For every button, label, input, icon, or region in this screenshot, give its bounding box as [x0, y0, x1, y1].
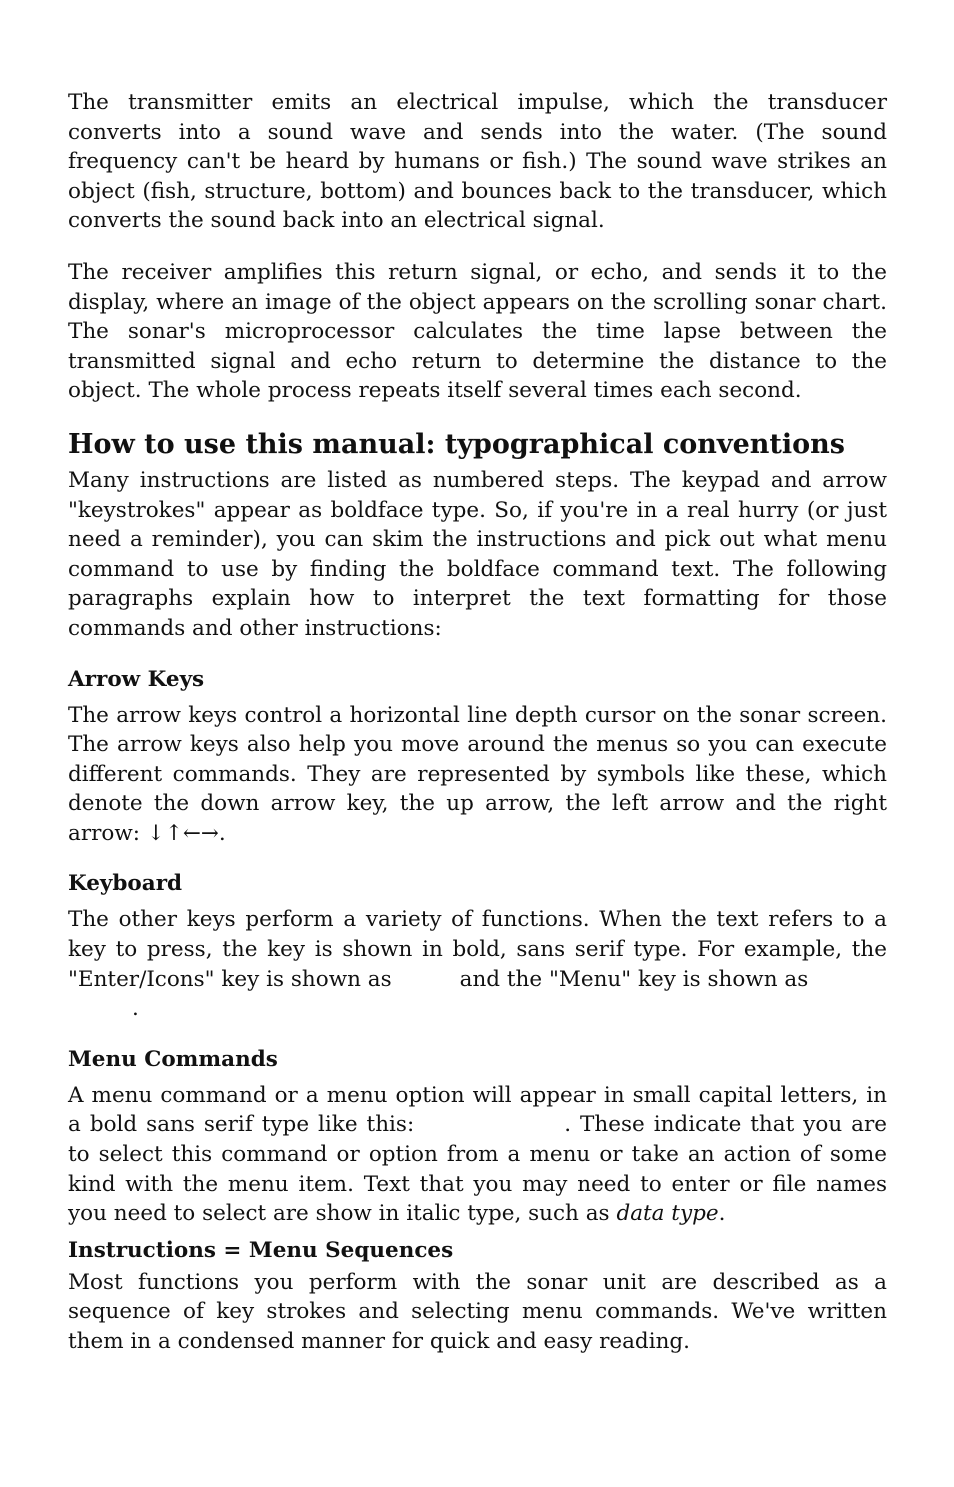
- keyboard-text: [68, 905, 887, 1023]
- arrow-keys-heading: Arrow Keys: [68, 666, 205, 692]
- arrow-keys-text: The arrow keys control a horizontal line depth cursor on the sonar screen. The arrow keys also help you move around the menus so you can execute different commands. They are represented by symbols like these, which denote the down arrow key, the up arrow, the left arrow and the right arrow: ↓↑←→.: [68, 702, 887, 846]
- paragraph-transmitter: The transmitter emits an electrical impulse, which the transducer converts into a sound wave and sends into the water. (The sound frequency can't be heard by humans or fish.) The sound wave strikes an object (fish, structure, bottom) and bounces back to the transducer, which converts the sound back into an electrical signal.: [68, 90, 887, 234]
- menu-sequences-heading: Instructions = Menu Sequences: [68, 1237, 454, 1263]
- paragraph-receiver: The receiver amplifies this return signal, or echo, and sends it to the display, where an image of the object appears on the scrolling sonar chart. The sonar's microprocessor calculates the time lapse between the transmitted signal and echo return to determine the distance to the object. The whole process repeats itself several times each second.: [68, 259, 887, 404]
- menu-commands-text: [68, 1081, 887, 1229]
- menu-commands-heading: Menu Commands: [68, 1046, 278, 1072]
- keyboard-text-b: and the "Menu" key is shown as: [459, 966, 809, 992]
- italic-example: data type: [616, 1201, 719, 1227]
- keyboard-heading: Keyboard: [68, 871, 183, 897]
- menu-commands-text-c: .: [718, 1201, 726, 1227]
- manual-page: [68, 88, 887, 1357]
- menu-sequences-text: Most functions you perform with the sonar unit are described as a sequence of key strokes and selecting menu commands. We've written them in a condensed manner for quick and easy reading.: [68, 1269, 887, 1354]
- section-heading: How to use this manual: typographical conventions: [68, 428, 846, 460]
- section-intro: Many instructions are listed as numbered steps. The keypad and arrow "keystrokes" appear as boldface type. So, if you're in a real hurry (or just need a reminder), you can skim the instructions and pick out what menu command to use by finding the boldface command text. The following paragraphs explain how to interpret the text formatting for those commands and other instructions:: [68, 467, 887, 641]
- keyboard-text-c: .: [132, 996, 139, 1022]
- menu-commands-text-b: . These indicate that you are to select this command or option from a menu or take an action of some kind with the menu item. Text that you may need to enter or file names you need to select are show in italic type, such as: [68, 1112, 888, 1227]
- menu-commands-text-a: A menu command or a menu option will appear in small capital letters, in a bold sans serif type like this:: [68, 1082, 887, 1138]
- keyboard-text-a: The other keys perform a variety of functions. When the text refers to a key to press, the key is shown in bold, sans serif type. For example, the "Enter/Icons" key is shown as: [68, 907, 887, 992]
